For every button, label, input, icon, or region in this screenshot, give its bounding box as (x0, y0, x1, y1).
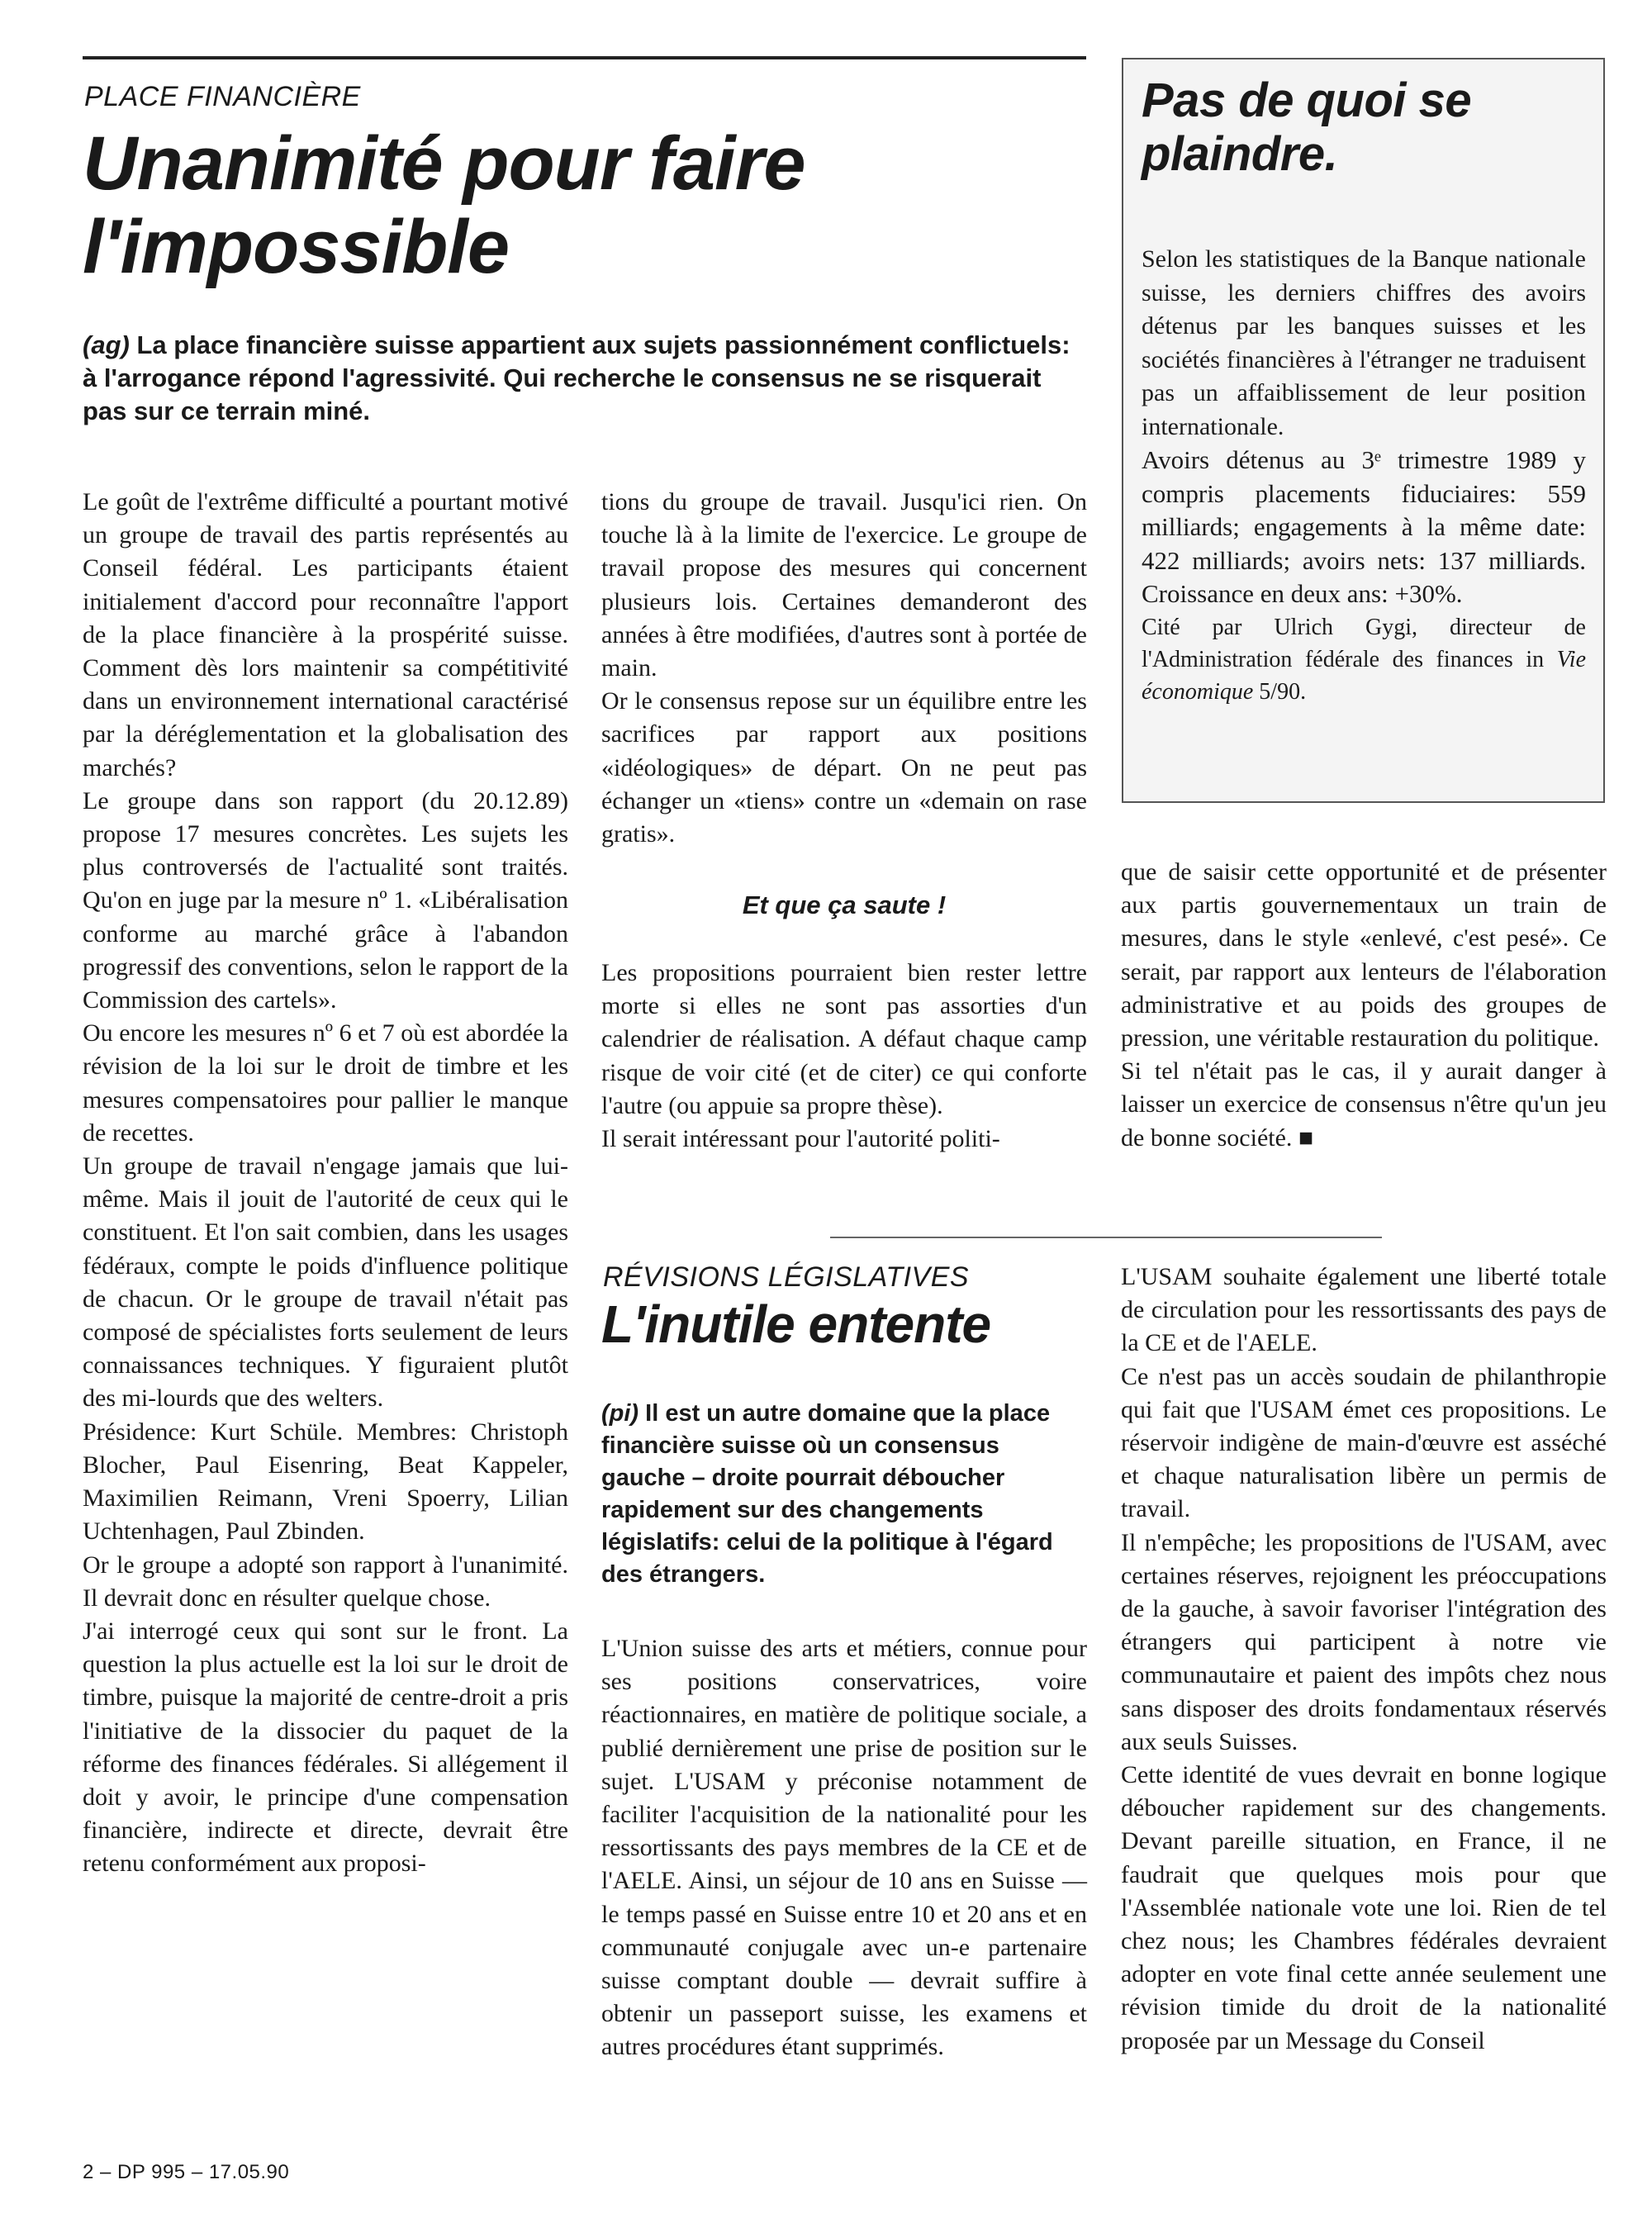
article1-lead-text: La place financière suisse appartient aux sujets passionnément conflictuels: à l'arrogance répond l'agressivité. Qui recherche le consensus ne se risquerait pas sur ce terrain miné. (83, 330, 1070, 425)
article2-lead (601, 1398, 1072, 1591)
article1-subhead: Et que ça saute ! (742, 890, 947, 919)
paragraph: Or le groupe a adopté son rapport à l'unanimité. Il devrait donc en résulter quelque chose. (83, 1551, 568, 1612)
paragraph: Cette identité de vues devrait en bonne logique déboucher rapidement sur des changements. Devant pareille situation, en France, il ne faudrait que quelques mois pour que l'Assemblée nationale vote une loi. Rien de tel chez nous; les Chambres fédérales devraient adopter en vote final cette année seulement une révision timide du droit de la nationalité proposée par un Message du Conseil (1121, 1761, 1607, 2054)
paragraph: Il n'empêche; les propositions de l'USAM, avec certaines réserves, rejoignent les préoccupations de la gauche, à savoir favoriser l'intégration des étrangers qui participent à notre vie communautaire et paient des impôts chez nous sans disposer des droits fondamentaux réservés aux seuls Suisses. (1121, 1528, 1607, 1755)
paragraph: Présidence: Kurt Schüle. Membres: Christoph Blocher, Paul Eisenring, Beat Kappeler, Maximilien Reimann, Vreni Spoerry, Lilian Uchtenhagen, Paul Zbinden. (83, 1418, 568, 1546)
sidebar-paragraph: Selon les statistiques de la Banque nationale suisse, les derniers chiffres des avoirs détenus par les banques suisses et les sociétés financières à l'étranger ne traduisent pas un affaiblissement de leur position internationale. (1142, 245, 1586, 440)
sidebar-title-line1: Pas de quoi se (1142, 74, 1472, 127)
article1-kicker: PLACE FINANCIÈRE (84, 81, 361, 112)
paragraph: L'USAM souhaite également une liberté totale de circulation pour les ressortissants des pays de la CE et de l'AELE. (1121, 1263, 1607, 1357)
paragraph: Le goût de l'extrême difficulté a pourtant motivé un groupe de travail des partis représentés au Conseil fédéral. Les participants étaient initialement d'accord pour reconnaître l'apport de la place financière à la prospérité suisse. Comment dès lors maintenir sa compétitivité dans un environnement international caractérisé par la déréglementation et la globalisation des marchés? (83, 488, 568, 781)
sidebar-citation-text: Cité par Ulrich Gygi, directeur de l'Administration fédérale des finances in (1142, 614, 1586, 672)
article1-headline (83, 122, 805, 289)
sidebar-body (1142, 243, 1586, 708)
page-footer: 2 – DP 995 – 17.05.90 (83, 2161, 290, 2183)
article2-lead-tag: (pi) (601, 1400, 639, 1427)
paragraph: Le groupe dans son rapport (du 20.12.89) propose 17 mesures concrètes. Les sujets les plus controversés de l'actualité sont traités. Qu'on en juge par la mesure nº 1. «Libéralisation conforme au marché grâce à l'abandon progressif des conventions, selon le rapport de la Commission des cartels». (83, 786, 568, 1014)
article2-lead-text: Il est un autre domaine que la place financière suisse où un consensus gauche – droite pourrait déboucher rapidement sur des changements législatifs: celui de la politique à l'égard des étrangers. (601, 1400, 1053, 1588)
paragraph: Ce n'est pas un accès soudain de philanthropie qui fait que l'USAM émet ces propositions. Le réservoir indigène de main-d'œuvre est asséché et chaque naturalisation libère un permis de travail. (1121, 1362, 1607, 1523)
paragraph: Or le consensus repose sur un équilibre entre les sacrifices par rapport aux positions «idéologiques» de départ. On ne peut pas échanger un «tiens» contre un «demain on rase gratis». (601, 687, 1087, 848)
paragraph: Il serait intéressant pour l'autorité politi- (601, 1125, 1000, 1153)
article2-headline: L'inutile entente (601, 1294, 991, 1354)
paragraph: que de saisir cette opportunité et de présenter aux partis gouvernementaux un train de mesures, dans le style «enlevé, c'est pesé». Ce serait, par rapport aux lenteurs de l'élaboration administrative et au poids des groupes de pression, une véritable restauration du politique. (1121, 858, 1607, 1052)
paragraph: tions du groupe de travail. Jusqu'ici rien. On touche là à la limite de l'exercice. Le groupe de travail propose des mesures qui concernent plusieurs lois. Certaines demanderont des années à être modifiées, d'autres sont à portée de main. (601, 488, 1087, 682)
sidebar-title (1142, 74, 1471, 182)
sidebar-title-line2: plaindre. (1142, 126, 1338, 181)
paragraph: L'Union suisse des arts et métiers, connue pour ses positions conservatrices, voire réactionnaires, en matière de politique sociale, a publié dernièrement une prise de position sur le sujet. L'USAM y préconise notamment de faciliter l'acquisition de la nationalité pour les ressortissants des pays membres de la CE et de l'AELE. Ainsi, un séjour de 10 ans en Suisse — le temps passé en Suisse entre 10 et 20 ans et en communauté conjugale avec un-e partenaire suisse comptant double — devrait suffire à obtenir un passeport suisse, les examens et autres procédures étant supprimés. (601, 1635, 1087, 2061)
paragraph: J'ai interrogé ceux qui sont sur le front. La question la plus actuelle est la loi sur le droit de timbre, puisque la majorité de centre-droit a pris l'initiative de la dissocier du paquet de la réforme des finances fédérales. Si allégement il doit y avoir, le principe d'une compensation financière, indirecte et directe, devrait être retenu conformément aux proposi- (83, 1617, 568, 1878)
paragraph: Un groupe de travail n'engage jamais que lui-même. Mais il jouit de l'autorité de ceux qui le constituent. Et l'on sait combien, dans les usages fédéraux, compte le poids d'influence politique de chacun. Or le groupe de travail n'était pas composé de spécialistes forts seulement de leurs connaissances techniques. Y figuraient plutôt des mi-lourds que des welters. (83, 1152, 568, 1413)
article1-headline-line1: Unanimité pour faire (83, 121, 805, 206)
sidebar-citation-issue: 5/90. (1253, 678, 1307, 705)
article2-column3 (1121, 1261, 1607, 2058)
article1-column3 (1121, 856, 1607, 1155)
article1-lead (83, 329, 1090, 428)
paragraph: Les propositions pourraient bien rester lettre morte si elles ne sont pas assorties d'un calendrier de réalisation. A défaut chaque camp risque de voir cité (et de citer) ce qui conforte l'autre (ou appuie sa propre thèse). (601, 959, 1087, 1119)
article2-column2 (601, 1632, 1087, 2064)
paragraph: Si tel n'était pas le cas, il y aurait danger à laisser un exercice de consensus n'être qu'un jeu de bonne société. ■ (1121, 1057, 1607, 1152)
sidebar-box (1122, 58, 1605, 803)
article1-headline-line2: l'impossible (83, 205, 510, 290)
top-rule (83, 56, 1086, 59)
paragraph: Ou encore les mesures nº 6 et 7 où est abordée la révision de la loi sur le droit de timbre et les mesures compensatoires pour pallier le manque de recettes. (83, 1019, 568, 1147)
article1-column2-continued (601, 957, 1087, 1156)
article2-separator-rule (830, 1237, 1382, 1238)
article1-lead-tag: (ag) (83, 330, 130, 359)
article1-column1 (83, 486, 568, 1881)
sidebar-citation (1142, 611, 1586, 708)
sidebar-paragraph: Avoirs détenus au 3ᵉ trimestre 1989 y compris placements fiduciaires: 559 milliards; engagements à la même date: 422 milliards; avoirs nets: 137 milliards. Croissance en deux ans: +30%. (1142, 445, 1586, 608)
article2-kicker: RÉVISIONS LÉGISLATIVES (603, 1261, 970, 1293)
article1-column2 (601, 486, 1087, 851)
sidebar-citation-source: Vie économique (1142, 646, 1586, 705)
